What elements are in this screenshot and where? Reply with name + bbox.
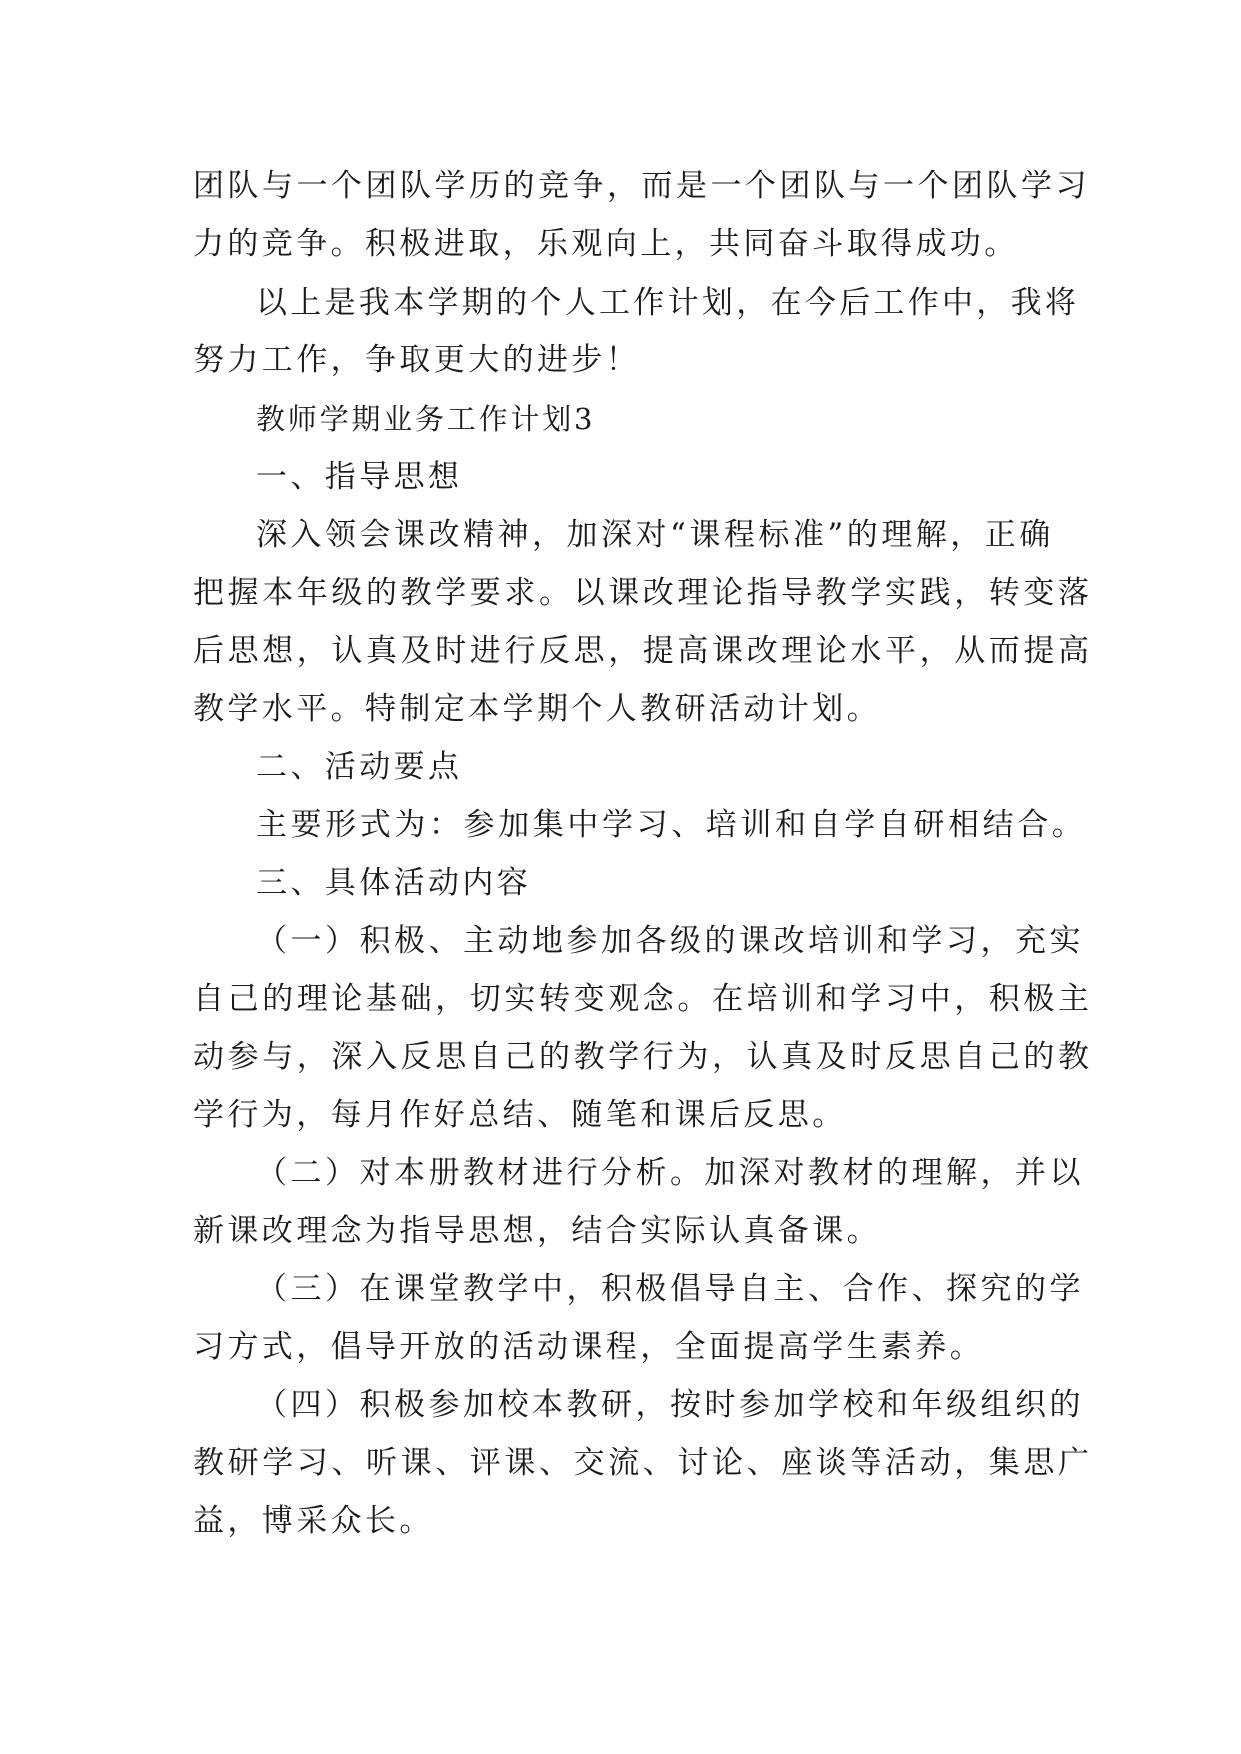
- text-line: 深入领会课改精神，加深对“课程标准”的理解，正确: [256, 517, 1054, 553]
- text-line: 动参与，深入反思自己的教学行为，认真及时反思自己的教: [193, 1039, 1093, 1075]
- text-line: 后思想，认真及时进行反思，提高课改理论水平，从而提高: [193, 633, 1093, 669]
- section-heading: 一、指导思想: [256, 459, 463, 495]
- text-line: 主要形式为：参加集中学习、培训和自学自研相结合。: [256, 807, 1087, 843]
- text-line: （二）对本册教材进行分析。加深对教材的理解，并以: [256, 1155, 1084, 1191]
- section-heading: 二、活动要点: [256, 749, 463, 785]
- text-line: 益，博采众长。: [193, 1503, 434, 1539]
- text-line: 团队与一个团队学历的竞争，而是一个团队与一个团队学习: [193, 168, 1090, 204]
- text-line: 以上是我本学期的个人工作计划，在今后工作中，我将: [256, 285, 1080, 321]
- text-line: 学行为，每月作好总结、随笔和课后反思。: [193, 1097, 847, 1133]
- section-title: 教师学期业务工作计划3: [256, 402, 596, 436]
- text-line: 教学水平。特制定本学期个人教研活动计划。: [193, 691, 881, 727]
- text-line: 习方式，倡导开放的活动课程，全面提高学生素养。: [193, 1329, 985, 1365]
- text-line: 新课改理念为指导思想，结合实际认真备课。: [193, 1213, 881, 1249]
- text-line: 教研学习、听课、评课、交流、讨论、座谈等活动，集思广: [193, 1445, 1093, 1481]
- text-line: （一）积极、主动地参加各级的课改培训和学习，充实: [256, 923, 1084, 959]
- text-line: 把握本年级的教学要求。以课改理论指导教学实践，转变落: [193, 575, 1093, 611]
- text-line: 努力工作，争取更大的进步！: [193, 342, 641, 378]
- section-heading: 三、具体活动内容: [256, 865, 532, 901]
- text-line: （三）在课堂教学中，积极倡导自主、合作、探究的学: [256, 1271, 1084, 1307]
- text-line: 自己的理论基础，切实转变观念。在培训和学习中，积极主: [193, 981, 1093, 1017]
- text-line: 力的竞争。积极进取，乐观向上，共同奋斗取得成功。: [193, 226, 1019, 262]
- text-line: （四）积极参加校本教研，按时参加学校和年级组织的: [256, 1387, 1084, 1423]
